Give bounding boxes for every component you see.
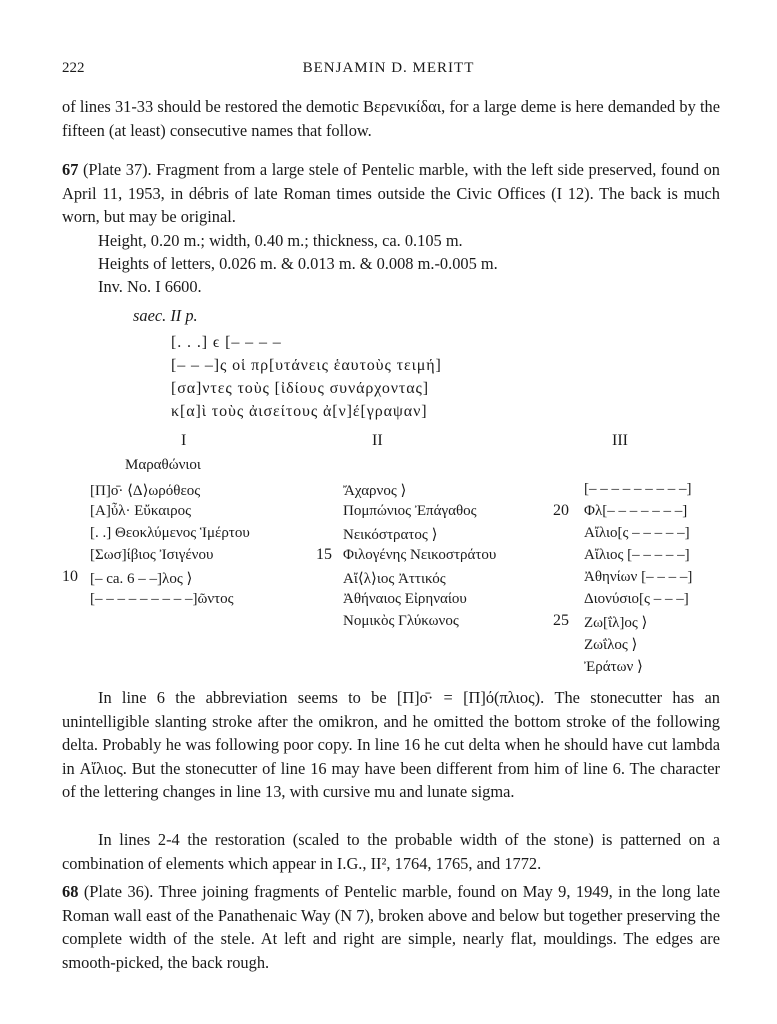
commentary-paragraph: In line 6 the abbreviation seems to be [Π]ο̄· = [Π]ό(πλιος). The stonecutter has an unintelligible slanting stroke after the omikron, and he omitted the bottom stroke of the following delta. Probably he was following poor copy. In line 16 he cut delta when he should have cut lambda in Αἴλιος. But the stonecutter of line 16 may have been different from him of line 6. The character of the lettering changes in line 13, with cursive mu and lunate sigma.: [62, 688, 720, 801]
col2-name: Νεικόστρατος ⟩: [343, 527, 438, 543]
entry-67-number: 67: [62, 160, 79, 179]
entry-68-paragraph: [62, 880, 720, 974]
commentary-paragraph: In lines 2-4 the restoration (scaled to the probable width of the stone) is patterned on a combination of elements which appear in I.G., II², 1764, 1765, and 1772.: [62, 830, 720, 873]
running-head-author: BENJAMIN D. MERITT: [302, 60, 475, 76]
col1-name: [– ca. 6 – –]λος ⟩: [90, 571, 193, 587]
col3-name: Αἴλιο[ς – – – – –]: [584, 525, 690, 541]
col3-name: Φλ[– – – – – – –]: [584, 503, 688, 519]
inscription-line: [. . .] ϵ [– – – –: [171, 334, 282, 351]
dimension-line: Heights of letters, 0.026 m. & 0.013 m. & 0.008 m.-0.005 m.: [98, 254, 498, 273]
deme-heading: Μαραθώνιοι: [125, 457, 201, 473]
line-number: 25: [553, 612, 569, 629]
col2-name: Ἄχαρνος ⟩: [343, 483, 407, 499]
col3-name: Ἐράτων ⟩: [584, 659, 643, 675]
line-number: 10: [62, 568, 78, 585]
inscription-date: saec. II p.: [133, 306, 198, 325]
col2-name: Φιλογένης Νεικοστράτου: [343, 547, 497, 563]
col1-name: [. .] Θεοκλύμενος Ἱμέρτου: [90, 525, 250, 541]
page-number: 222: [62, 60, 85, 76]
col1-name: [– – – – – – – – –]ῶντος: [90, 591, 234, 607]
col3-name: Ἀθηνίων [– – – –]: [584, 569, 693, 585]
line-number: 20: [553, 502, 569, 519]
dimension-line: Height, 0.20 m.; width, 0.40 m.; thickness, ca. 0.105 m.: [98, 231, 463, 250]
column-header-III: III: [612, 432, 628, 449]
col3-name: Ζωΐλος ⟩: [584, 637, 638, 653]
col3-name: Ζω[ΐλ]ος ⟩: [584, 615, 648, 631]
col1-name: [Σωσ]ίβιος Ἰσιγένου: [90, 547, 214, 563]
col2-name: Αἴ⟨λ⟩ιος Ἀττικός: [343, 571, 446, 587]
entry-67-paragraph: [62, 158, 720, 229]
col3-name: [– – – – – – – – –]: [584, 481, 692, 497]
inventory-number: Inv. No. I 6600.: [98, 277, 202, 296]
col2-name: Πομπώνιος Ἐπάγαθος: [343, 503, 477, 519]
col1-name: [Π]ο̄· ⟨Δ⟩ωρόθεος: [90, 483, 201, 499]
line-number: 15: [316, 546, 332, 563]
col3-name: Διονύσιο[ς – – –]: [584, 591, 689, 607]
inscription-line: κ[α]ὶ τοὺς ἀισείτους ἀ[ν]έ[γραψαν]: [171, 403, 428, 420]
inscription-line: [– – –]ς οἱ πρ[υτάνεις ἑαυτοὺς τειμή]: [171, 357, 442, 374]
column-header-II: II: [372, 432, 383, 449]
entry-68-description: (Plate 36). Three joining fragments of Pentelic marble, found on May 9, 1949, in the long late Roman wall east of the Panathenaic Way (N 7), broken above and below but together preserving the complete width of the stele. At left and right are simple, nearly flat, mouldings. The edges are smooth-picked, the back rough.: [62, 882, 720, 972]
col2-name: Ἀθήναιος Εἰρηναίου: [343, 591, 467, 607]
intro-paragraph: of lines 31-33 should be restored the demotic Βερενικίδαι, for a large deme is here demanded by the fifteen (at least) consecutive names that follow.: [62, 97, 720, 140]
col3-name: Αἴλιος [– – – – –]: [584, 547, 690, 563]
col2-name: Νομικὸς Γλύκωνος: [343, 613, 459, 629]
entry-68-number: 68: [62, 882, 79, 901]
inscription-line: [σα]ντες τοὺς [ἰδίους συνάρχοντας]: [171, 380, 430, 397]
column-header-I: I: [181, 432, 187, 449]
col1-name: [Α]ὖλ· Εὔκαιρος: [90, 503, 192, 519]
entry-67-description: (Plate 37). Fragment from a large stele of Pentelic marble, with the left side preserved, found on April 11, 1953, in débris of late Roman times outside the Civic Offices (I 12). The back is much worn, but may be original.: [62, 160, 720, 226]
